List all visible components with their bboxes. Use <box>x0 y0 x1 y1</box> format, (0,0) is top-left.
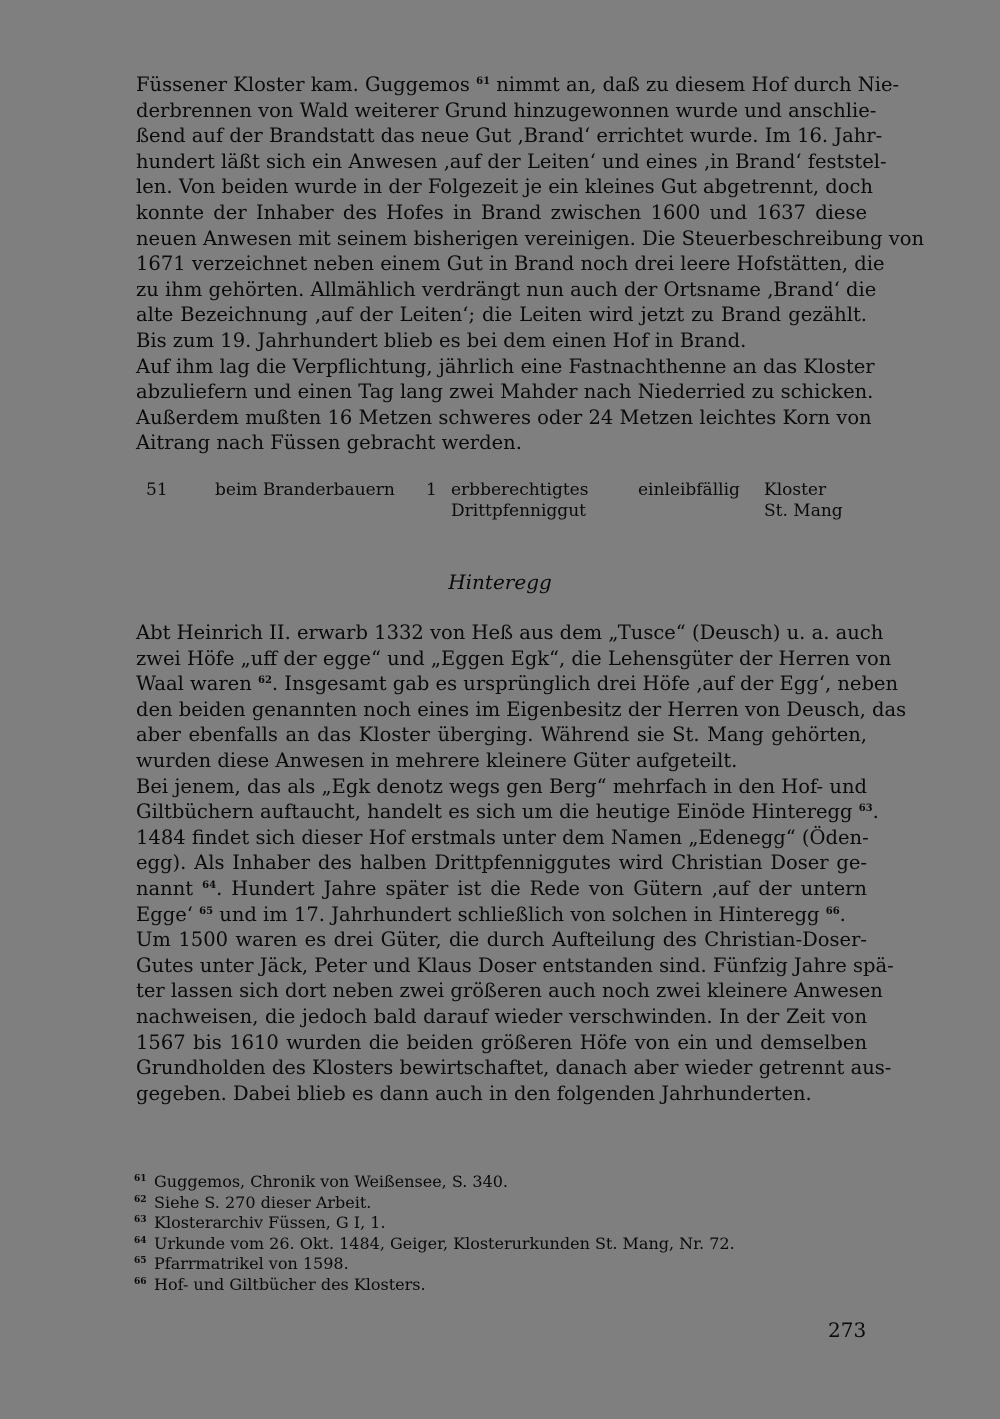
text-line <box>136 748 867 774</box>
text-line <box>136 1081 867 1107</box>
text-segment: und im 17. Jahrhundert schließlich von solchen in Hinteregg <box>213 902 826 926</box>
text-segment: Gutes unter Jäck, Peter und Klaus Doser entstanden sind. Fünfzig Jahre spä- <box>136 953 894 977</box>
entry-status: einleibfällig <box>638 480 740 500</box>
text-line <box>136 405 872 431</box>
footnote-text: Klosterarchiv Füssen, G I, 1. <box>154 1213 386 1232</box>
text-line <box>136 251 885 277</box>
footnotes <box>134 1172 735 1295</box>
text-line <box>136 200 867 226</box>
text-line <box>136 799 879 825</box>
footnote-ref: 65 <box>199 905 214 917</box>
entry-owner <box>764 480 843 522</box>
footnote-text: Siehe S. 270 dieser Arbeit. <box>154 1192 372 1212</box>
footnote-text: Pfarrmatrikel von 1598. <box>154 1254 349 1273</box>
text-line <box>136 98 877 124</box>
text-segment: . Hundert Jahre später ist die Rede von Gütern ‚auf der untern <box>216 876 867 900</box>
footnote-ref: 64 <box>202 879 217 891</box>
text-line <box>136 953 894 979</box>
text-line <box>136 430 867 456</box>
footnote-item: 62 Siehe S. 270 dieser Arbeit. <box>134 1192 372 1212</box>
entry-type-line-1: erbberechtigtes <box>451 480 589 500</box>
text-segment: Waal waren <box>136 672 258 696</box>
text-line <box>136 902 867 928</box>
text-line <box>136 226 925 252</box>
text-segment: den beiden genannten noch eines im Eigenbesitz der Herren von Deusch, das <box>136 697 907 721</box>
section-heading-hinteregg: Hinteregg <box>448 570 552 594</box>
text-line <box>136 72 900 98</box>
text-line <box>136 620 884 646</box>
text-segment: . Insgesamt gab es ursprünglich drei Höfe ‚auf der Egg‘, neben <box>271 672 899 696</box>
text-line <box>136 774 867 800</box>
footnote-item: 61 Guggemos, Chronik von Weißensee, S. 340. <box>134 1172 509 1191</box>
text-line <box>136 646 892 672</box>
text-segment: egg). Als Inhaber des halben Drittpfenniggutes wird Christian Doser ge- <box>136 851 867 875</box>
text-line <box>136 876 867 902</box>
text-segment: wurden diese Anwesen in mehrere kleinere Güter aufgeteilt. <box>136 748 738 772</box>
text-line <box>136 1004 867 1030</box>
text-segment: zu ihm gehörten. Allmählich verdrängt nun auch der Ortsname ‚Brand‘ die <box>136 277 877 301</box>
text-segment: Giltbüchern auftaucht, handelt es sich um die heutige Einöde Hinteregg <box>136 800 859 824</box>
text-segment: Außerdem mußten 16 Metzen schweres oder 24 Metzen leichtes Korn von <box>136 405 872 429</box>
text-line <box>136 671 899 697</box>
footnote-text: Urkunde vom 26. Okt. 1484, Geiger, Klosterurkunden St. Mang, Nr. 72. <box>154 1233 735 1253</box>
footnote-item: 66 Hof- und Giltbücher des Klosters. <box>134 1274 426 1294</box>
text-line <box>136 1030 867 1056</box>
text-segment: Um 1500 waren es drei Güter, die durch Aufteilung des Christian-Doser- <box>136 928 867 952</box>
text-segment: hundert läßt sich ein Anwesen ‚auf der Leiten‘ und eines ‚in Brand‘ feststel- <box>136 149 887 173</box>
entry-type <box>451 480 588 522</box>
text-block-brand <box>136 72 925 456</box>
text-line <box>136 379 874 405</box>
entry-count: 1 <box>426 480 437 500</box>
text-segment: 1484 findet sich dieser Hof erstmals unter dem Namen „Edenegg“ (Öden- <box>136 825 869 849</box>
text-segment: ßend auf der Brandstatt das neue Gut ‚Brand‘ errichtet wurde. Im 16. Jahr- <box>136 124 883 148</box>
text-segment: gegeben. Dabei blieb es dann auch in den folgenden Jahrhunderten. <box>136 1081 812 1105</box>
text-line <box>136 722 867 748</box>
text-segment: Aitrang nach Füssen gebracht werden. <box>136 431 522 455</box>
text-line <box>136 277 877 303</box>
text-segment: abzuliefern und einen Tag lang zwei Mahder nach Niederried zu schicken. <box>136 380 874 404</box>
text-segment: neuen Anwesen mit seinem bisherigen vereinigen. Die Steuerbeschreibung von <box>136 226 925 250</box>
text-segment: nachweisen, die jedoch bald darauf wieder verschwinden. In der Zeit von <box>136 1004 867 1028</box>
entry-owner-line-1: Kloster <box>764 480 827 500</box>
text-segment: nannt <box>136 876 203 900</box>
footnote-item: 64 Urkunde vom 26. Okt. 1484, Geiger, Klosterurkunden St. Mang, Nr. 72. <box>134 1233 735 1253</box>
entry-number: 51 <box>146 480 168 500</box>
text-segment: Grundholden des Klosters bewirtschaftet, danach aber wieder getrennt aus- <box>136 1056 892 1080</box>
text-segment: len. Von beiden wurde in der Folgezeit je ein kleines Gut abgetrennt, doch <box>136 175 873 199</box>
text-line <box>136 149 887 175</box>
text-line <box>136 697 907 723</box>
text-line <box>136 328 867 354</box>
page-number: 273 <box>828 1318 867 1342</box>
text-segment: alte Bezeichnung ‚auf der Leiten‘; die Leiten wird jetzt zu Brand gezählt. <box>136 303 867 327</box>
text-segment: nimmt an, daß zu diesem Hof durch Nie- <box>490 73 900 96</box>
footnote-ref: 66 <box>825 905 840 917</box>
text-line <box>136 174 873 200</box>
text-block-hinteregg <box>136 620 907 1106</box>
text-segment: konnte der Inhaber des Hofes in Brand zwischen 1600 und 1637 diese <box>136 200 867 224</box>
text-line <box>136 123 883 149</box>
footnote-ref: 61 <box>476 76 491 87</box>
footnote-text: Guggemos, Chronik von Weißensee, S. 340. <box>154 1172 509 1191</box>
text-segment: Egge‘ <box>136 902 200 926</box>
text-segment: Bei jenem, das als „Egk denotz wegs gen Berg“ mehrfach in den Hof- und <box>136 774 867 798</box>
text-segment: derbrennen von Wald weiterer Grund hinzugewonnen wurde und anschlie- <box>136 98 877 122</box>
entry-owner-line-2: St. Mang <box>764 501 843 521</box>
text-segment: Bis zum 19. Jahrhundert blieb es bei dem einen Hof in Brand. <box>136 328 747 352</box>
text-segment: Auf ihm lag die Verpflichtung, jährlich eine Fastnachthenne an das Kloster <box>136 354 875 378</box>
text-segment: Füssener Kloster kam. Guggemos <box>136 73 477 96</box>
footnote-item: 65 Pfarrmatrikel von 1598. <box>134 1254 349 1273</box>
text-segment: . <box>839 902 846 926</box>
text-segment: Abt Heinrich II. erwarb 1332 von Heß aus dem „Tusce“ (Deusch) u. a. auch <box>136 621 884 644</box>
text-line <box>136 302 867 328</box>
footnote-text: Hof- und Giltbücher des Klosters. <box>154 1274 426 1294</box>
text-segment: 1567 bis 1610 wurden die beiden größeren Höfe von ein und demselben <box>136 1030 867 1054</box>
text-line <box>136 978 883 1004</box>
text-line <box>136 825 867 851</box>
text-line <box>136 354 875 380</box>
text-segment: ter lassen sich dort neben zwei größeren auch noch zwei kleinere Anwesen <box>136 979 883 1003</box>
footnote-item: 63 Klosterarchiv Füssen, G I, 1. <box>134 1213 386 1232</box>
text-segment: aber ebenfalls an das Kloster überging. Während sie St. Mang gehörten, <box>136 723 867 747</box>
entry-name: beim Branderbauern <box>215 480 395 500</box>
text-segment: . <box>872 800 879 824</box>
text-line <box>136 850 867 876</box>
text-line <box>136 1055 892 1081</box>
footnote-ref: 62 <box>257 675 272 687</box>
text-line <box>136 927 867 953</box>
entry-type-line-2: Drittpfenniggut <box>451 501 586 521</box>
footnote-ref: 63 <box>858 803 873 815</box>
text-segment: zwei Höfe „uff der egge“ und „Eggen Egk“, die Lehensgüter der Herren von <box>136 646 892 670</box>
text-segment: 1671 verzeichnet neben einem Gut in Brand noch drei leere Hofstätten, die <box>136 252 885 276</box>
